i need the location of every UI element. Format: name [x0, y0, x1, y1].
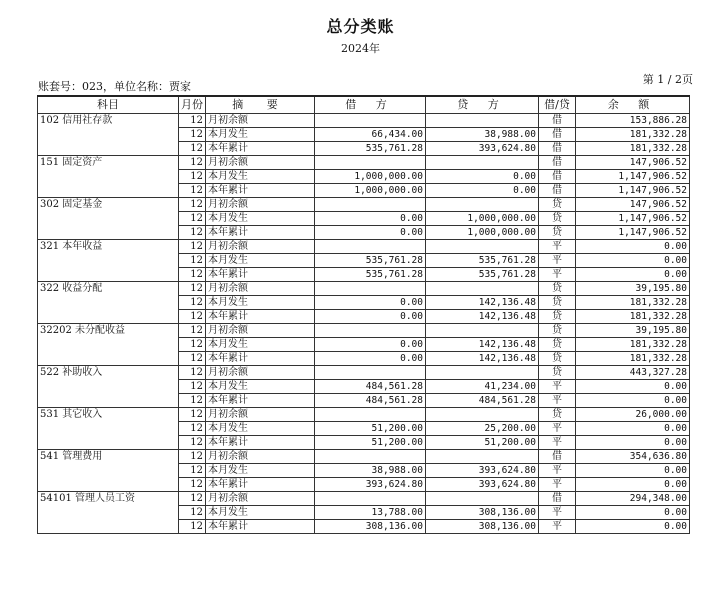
- table-row: [38, 114, 690, 128]
- row-balance: 39,195.80: [576, 324, 690, 338]
- row-direction: 贷: [539, 198, 576, 212]
- row-month: 12: [179, 226, 206, 240]
- table-row: [38, 324, 690, 338]
- account-name: 302 固定基金: [38, 198, 179, 240]
- row-summary: 本年累计: [206, 142, 315, 156]
- row-direction: 平: [539, 394, 576, 408]
- row-summary: 月初余额: [206, 198, 315, 212]
- row-month: 12: [179, 478, 206, 492]
- row-month: 12: [179, 436, 206, 450]
- row-credit: [426, 450, 539, 464]
- row-direction: 贷: [539, 212, 576, 226]
- row-direction: 借: [539, 450, 576, 464]
- row-debit: 484,561.28: [315, 380, 426, 394]
- row-direction: 平: [539, 240, 576, 254]
- row-month: 12: [179, 408, 206, 422]
- row-summary: 本年累计: [206, 394, 315, 408]
- row-balance: 181,332.28: [576, 310, 690, 324]
- row-summary: 月初余额: [206, 324, 315, 338]
- row-credit: 38,988.00: [426, 128, 539, 142]
- row-summary: 月初余额: [206, 114, 315, 128]
- row-balance: 147,906.52: [576, 198, 690, 212]
- row-summary: 月初余额: [206, 366, 315, 380]
- row-credit: [426, 156, 539, 170]
- row-direction: 平: [539, 464, 576, 478]
- row-debit: 13,788.00: [315, 506, 426, 520]
- row-summary: 月初余额: [206, 492, 315, 506]
- account-name: 32202 未分配收益: [38, 324, 179, 366]
- row-month: 12: [179, 310, 206, 324]
- row-debit: 308,136.00: [315, 520, 426, 534]
- row-balance: 294,348.00: [576, 492, 690, 506]
- row-debit: 38,988.00: [315, 464, 426, 478]
- row-balance: 0.00: [576, 506, 690, 520]
- row-summary: 本月发生: [206, 212, 315, 226]
- row-month: 12: [179, 492, 206, 506]
- row-balance: 0.00: [576, 268, 690, 282]
- row-direction: 贷: [539, 226, 576, 240]
- row-balance: 0.00: [576, 520, 690, 534]
- ledger-header-row: [38, 96, 690, 114]
- row-month: 12: [179, 142, 206, 156]
- col-balance-header: 余 额: [576, 96, 690, 114]
- row-debit: 535,761.28: [315, 254, 426, 268]
- account-name: 102 信用社存款: [38, 114, 179, 156]
- ledger-body: [38, 114, 690, 534]
- row-balance: 181,332.28: [576, 296, 690, 310]
- col-credit-header: 贷 方: [426, 96, 539, 114]
- row-summary: 本月发生: [206, 128, 315, 142]
- col-summary-header: 摘 要: [206, 96, 315, 114]
- row-credit: [426, 366, 539, 380]
- row-balance: 153,886.28: [576, 114, 690, 128]
- row-summary: 本年累计: [206, 478, 315, 492]
- row-direction: 贷: [539, 310, 576, 324]
- row-balance: 26,000.00: [576, 408, 690, 422]
- row-credit: [426, 324, 539, 338]
- table-row: [38, 198, 690, 212]
- row-debit: 51,200.00: [315, 436, 426, 450]
- row-balance: 1,147,906.52: [576, 184, 690, 198]
- row-debit: 66,434.00: [315, 128, 426, 142]
- row-month: 12: [179, 296, 206, 310]
- col-direction-header: 借/贷: [539, 96, 576, 114]
- row-month: 12: [179, 464, 206, 478]
- row-direction: 借: [539, 184, 576, 198]
- row-balance: 0.00: [576, 240, 690, 254]
- row-month: 12: [179, 240, 206, 254]
- row-debit: 1,000,000.00: [315, 170, 426, 184]
- row-summary: 本年累计: [206, 226, 315, 240]
- row-credit: [426, 408, 539, 422]
- row-debit: 0.00: [315, 310, 426, 324]
- ledger-title: 总分类账: [326, 17, 395, 36]
- row-balance: 0.00: [576, 478, 690, 492]
- account-name: 321 本年收益: [38, 240, 179, 282]
- row-summary: 本月发生: [206, 170, 315, 184]
- table-row: [38, 492, 690, 506]
- row-month: 12: [179, 394, 206, 408]
- row-balance: 0.00: [576, 422, 690, 436]
- row-balance: 443,327.28: [576, 366, 690, 380]
- row-summary: 月初余额: [206, 282, 315, 296]
- table-row: [38, 366, 690, 380]
- ledger-table: [37, 95, 690, 534]
- row-debit: 0.00: [315, 226, 426, 240]
- row-balance: 0.00: [576, 464, 690, 478]
- row-month: 12: [179, 114, 206, 128]
- row-debit: 0.00: [315, 212, 426, 226]
- row-credit: [426, 492, 539, 506]
- row-credit: 51,200.00: [426, 436, 539, 450]
- row-direction: 平: [539, 506, 576, 520]
- row-direction: 平: [539, 254, 576, 268]
- row-debit: [315, 240, 426, 254]
- table-row: [38, 408, 690, 422]
- row-direction: 平: [539, 478, 576, 492]
- row-summary: 月初余额: [206, 450, 315, 464]
- row-month: 12: [179, 506, 206, 520]
- table-row: [38, 156, 690, 170]
- row-direction: 贷: [539, 408, 576, 422]
- row-credit: 1,000,000.00: [426, 212, 539, 226]
- account-name: 151 固定资产: [38, 156, 179, 198]
- row-balance: 0.00: [576, 394, 690, 408]
- row-month: 12: [179, 352, 206, 366]
- row-credit: 41,234.00: [426, 380, 539, 394]
- row-summary: 月初余额: [206, 408, 315, 422]
- account-name: 522 补助收入: [38, 366, 179, 408]
- row-direction: 平: [539, 436, 576, 450]
- row-direction: 贷: [539, 296, 576, 310]
- row-credit: 142,136.48: [426, 296, 539, 310]
- account-name: 541 管理费用: [38, 450, 179, 492]
- ledger-year: 2024年: [341, 42, 380, 55]
- row-direction: 平: [539, 268, 576, 282]
- row-credit: 25,200.00: [426, 422, 539, 436]
- row-month: 12: [179, 170, 206, 184]
- row-debit: 0.00: [315, 338, 426, 352]
- row-direction: 借: [539, 142, 576, 156]
- row-summary: 本月发生: [206, 380, 315, 394]
- row-balance: 181,332.28: [576, 142, 690, 156]
- row-month: 12: [179, 520, 206, 534]
- account-name: 322 收益分配: [38, 282, 179, 324]
- row-month: 12: [179, 128, 206, 142]
- row-direction: 平: [539, 380, 576, 394]
- row-month: 12: [179, 324, 206, 338]
- row-credit: 0.00: [426, 184, 539, 198]
- row-balance: 1,147,906.52: [576, 212, 690, 226]
- row-direction: 借: [539, 170, 576, 184]
- row-summary: 本年累计: [206, 184, 315, 198]
- row-direction: 贷: [539, 324, 576, 338]
- row-summary: 本年累计: [206, 436, 315, 450]
- row-credit: 142,136.48: [426, 310, 539, 324]
- row-debit: 51,200.00: [315, 422, 426, 436]
- row-debit: [315, 408, 426, 422]
- row-credit: 308,136.00: [426, 506, 539, 520]
- row-month: 12: [179, 254, 206, 268]
- row-debit: 484,561.28: [315, 394, 426, 408]
- row-debit: 393,624.80: [315, 478, 426, 492]
- row-balance: 147,906.52: [576, 156, 690, 170]
- row-direction: 贷: [539, 282, 576, 296]
- row-direction: 贷: [539, 352, 576, 366]
- row-credit: [426, 198, 539, 212]
- row-balance: 39,195.80: [576, 282, 690, 296]
- row-debit: [315, 366, 426, 380]
- row-direction: 贷: [539, 366, 576, 380]
- row-balance: 181,332.28: [576, 128, 690, 142]
- account-name: 531 其它收入: [38, 408, 179, 450]
- row-credit: 393,624.80: [426, 478, 539, 492]
- row-credit: [426, 114, 539, 128]
- row-credit: 535,761.28: [426, 254, 539, 268]
- row-credit: 1,000,000.00: [426, 226, 539, 240]
- row-summary: 本月发生: [206, 464, 315, 478]
- row-balance: 0.00: [576, 254, 690, 268]
- row-debit: 0.00: [315, 352, 426, 366]
- row-balance: 181,332.28: [576, 352, 690, 366]
- row-month: 12: [179, 366, 206, 380]
- row-month: 12: [179, 184, 206, 198]
- row-balance: 1,147,906.52: [576, 226, 690, 240]
- row-credit: [426, 282, 539, 296]
- row-credit: 142,136.48: [426, 338, 539, 352]
- row-summary: 月初余额: [206, 240, 315, 254]
- row-summary: 本月发生: [206, 506, 315, 520]
- row-summary: 月初余额: [206, 156, 315, 170]
- row-debit: [315, 324, 426, 338]
- account-info: 账套号：023，单位名称：贾家: [38, 80, 191, 93]
- row-month: 12: [179, 450, 206, 464]
- row-credit: 535,761.28: [426, 268, 539, 282]
- row-credit: 0.00: [426, 170, 539, 184]
- col-subject-header: 科目: [38, 96, 179, 114]
- account-name: 54101 管理人员工资: [38, 492, 179, 534]
- table-row: [38, 240, 690, 254]
- row-credit: 393,624.80: [426, 464, 539, 478]
- row-balance: 0.00: [576, 380, 690, 394]
- row-credit: 484,561.28: [426, 394, 539, 408]
- row-summary: 本月发生: [206, 254, 315, 268]
- row-debit: [315, 282, 426, 296]
- row-month: 12: [179, 380, 206, 394]
- row-credit: 393,624.80: [426, 142, 539, 156]
- row-direction: 借: [539, 492, 576, 506]
- row-balance: 181,332.28: [576, 338, 690, 352]
- row-month: 12: [179, 212, 206, 226]
- row-summary: 本月发生: [206, 338, 315, 352]
- row-credit: 142,136.48: [426, 352, 539, 366]
- col-debit-header: 借 方: [315, 96, 426, 114]
- row-debit: [315, 114, 426, 128]
- row-month: 12: [179, 338, 206, 352]
- row-balance: 354,636.80: [576, 450, 690, 464]
- row-month: 12: [179, 156, 206, 170]
- row-summary: 本年累计: [206, 352, 315, 366]
- row-debit: [315, 450, 426, 464]
- row-direction: 借: [539, 114, 576, 128]
- row-summary: 本年累计: [206, 310, 315, 324]
- row-summary: 本月发生: [206, 422, 315, 436]
- row-direction: 借: [539, 156, 576, 170]
- row-direction: 贷: [539, 338, 576, 352]
- row-direction: 借: [539, 128, 576, 142]
- row-summary: 本年累计: [206, 520, 315, 534]
- col-month-header: 月份: [179, 96, 206, 114]
- row-debit: [315, 198, 426, 212]
- row-balance: 1,147,906.52: [576, 170, 690, 184]
- row-direction: 平: [539, 422, 576, 436]
- row-month: 12: [179, 282, 206, 296]
- row-credit: 308,136.00: [426, 520, 539, 534]
- row-debit: [315, 156, 426, 170]
- row-summary: 本年累计: [206, 268, 315, 282]
- page-number: 第 1 / 2页: [642, 73, 693, 86]
- row-summary: 本月发生: [206, 296, 315, 310]
- row-balance: 0.00: [576, 436, 690, 450]
- row-debit: 535,761.28: [315, 268, 426, 282]
- row-debit: 535,761.28: [315, 142, 426, 156]
- row-direction: 平: [539, 520, 576, 534]
- row-debit: 0.00: [315, 296, 426, 310]
- row-debit: 1,000,000.00: [315, 184, 426, 198]
- row-debit: [315, 492, 426, 506]
- row-month: 12: [179, 268, 206, 282]
- row-month: 12: [179, 198, 206, 212]
- table-row: [38, 450, 690, 464]
- row-credit: [426, 240, 539, 254]
- row-month: 12: [179, 422, 206, 436]
- table-row: [38, 282, 690, 296]
